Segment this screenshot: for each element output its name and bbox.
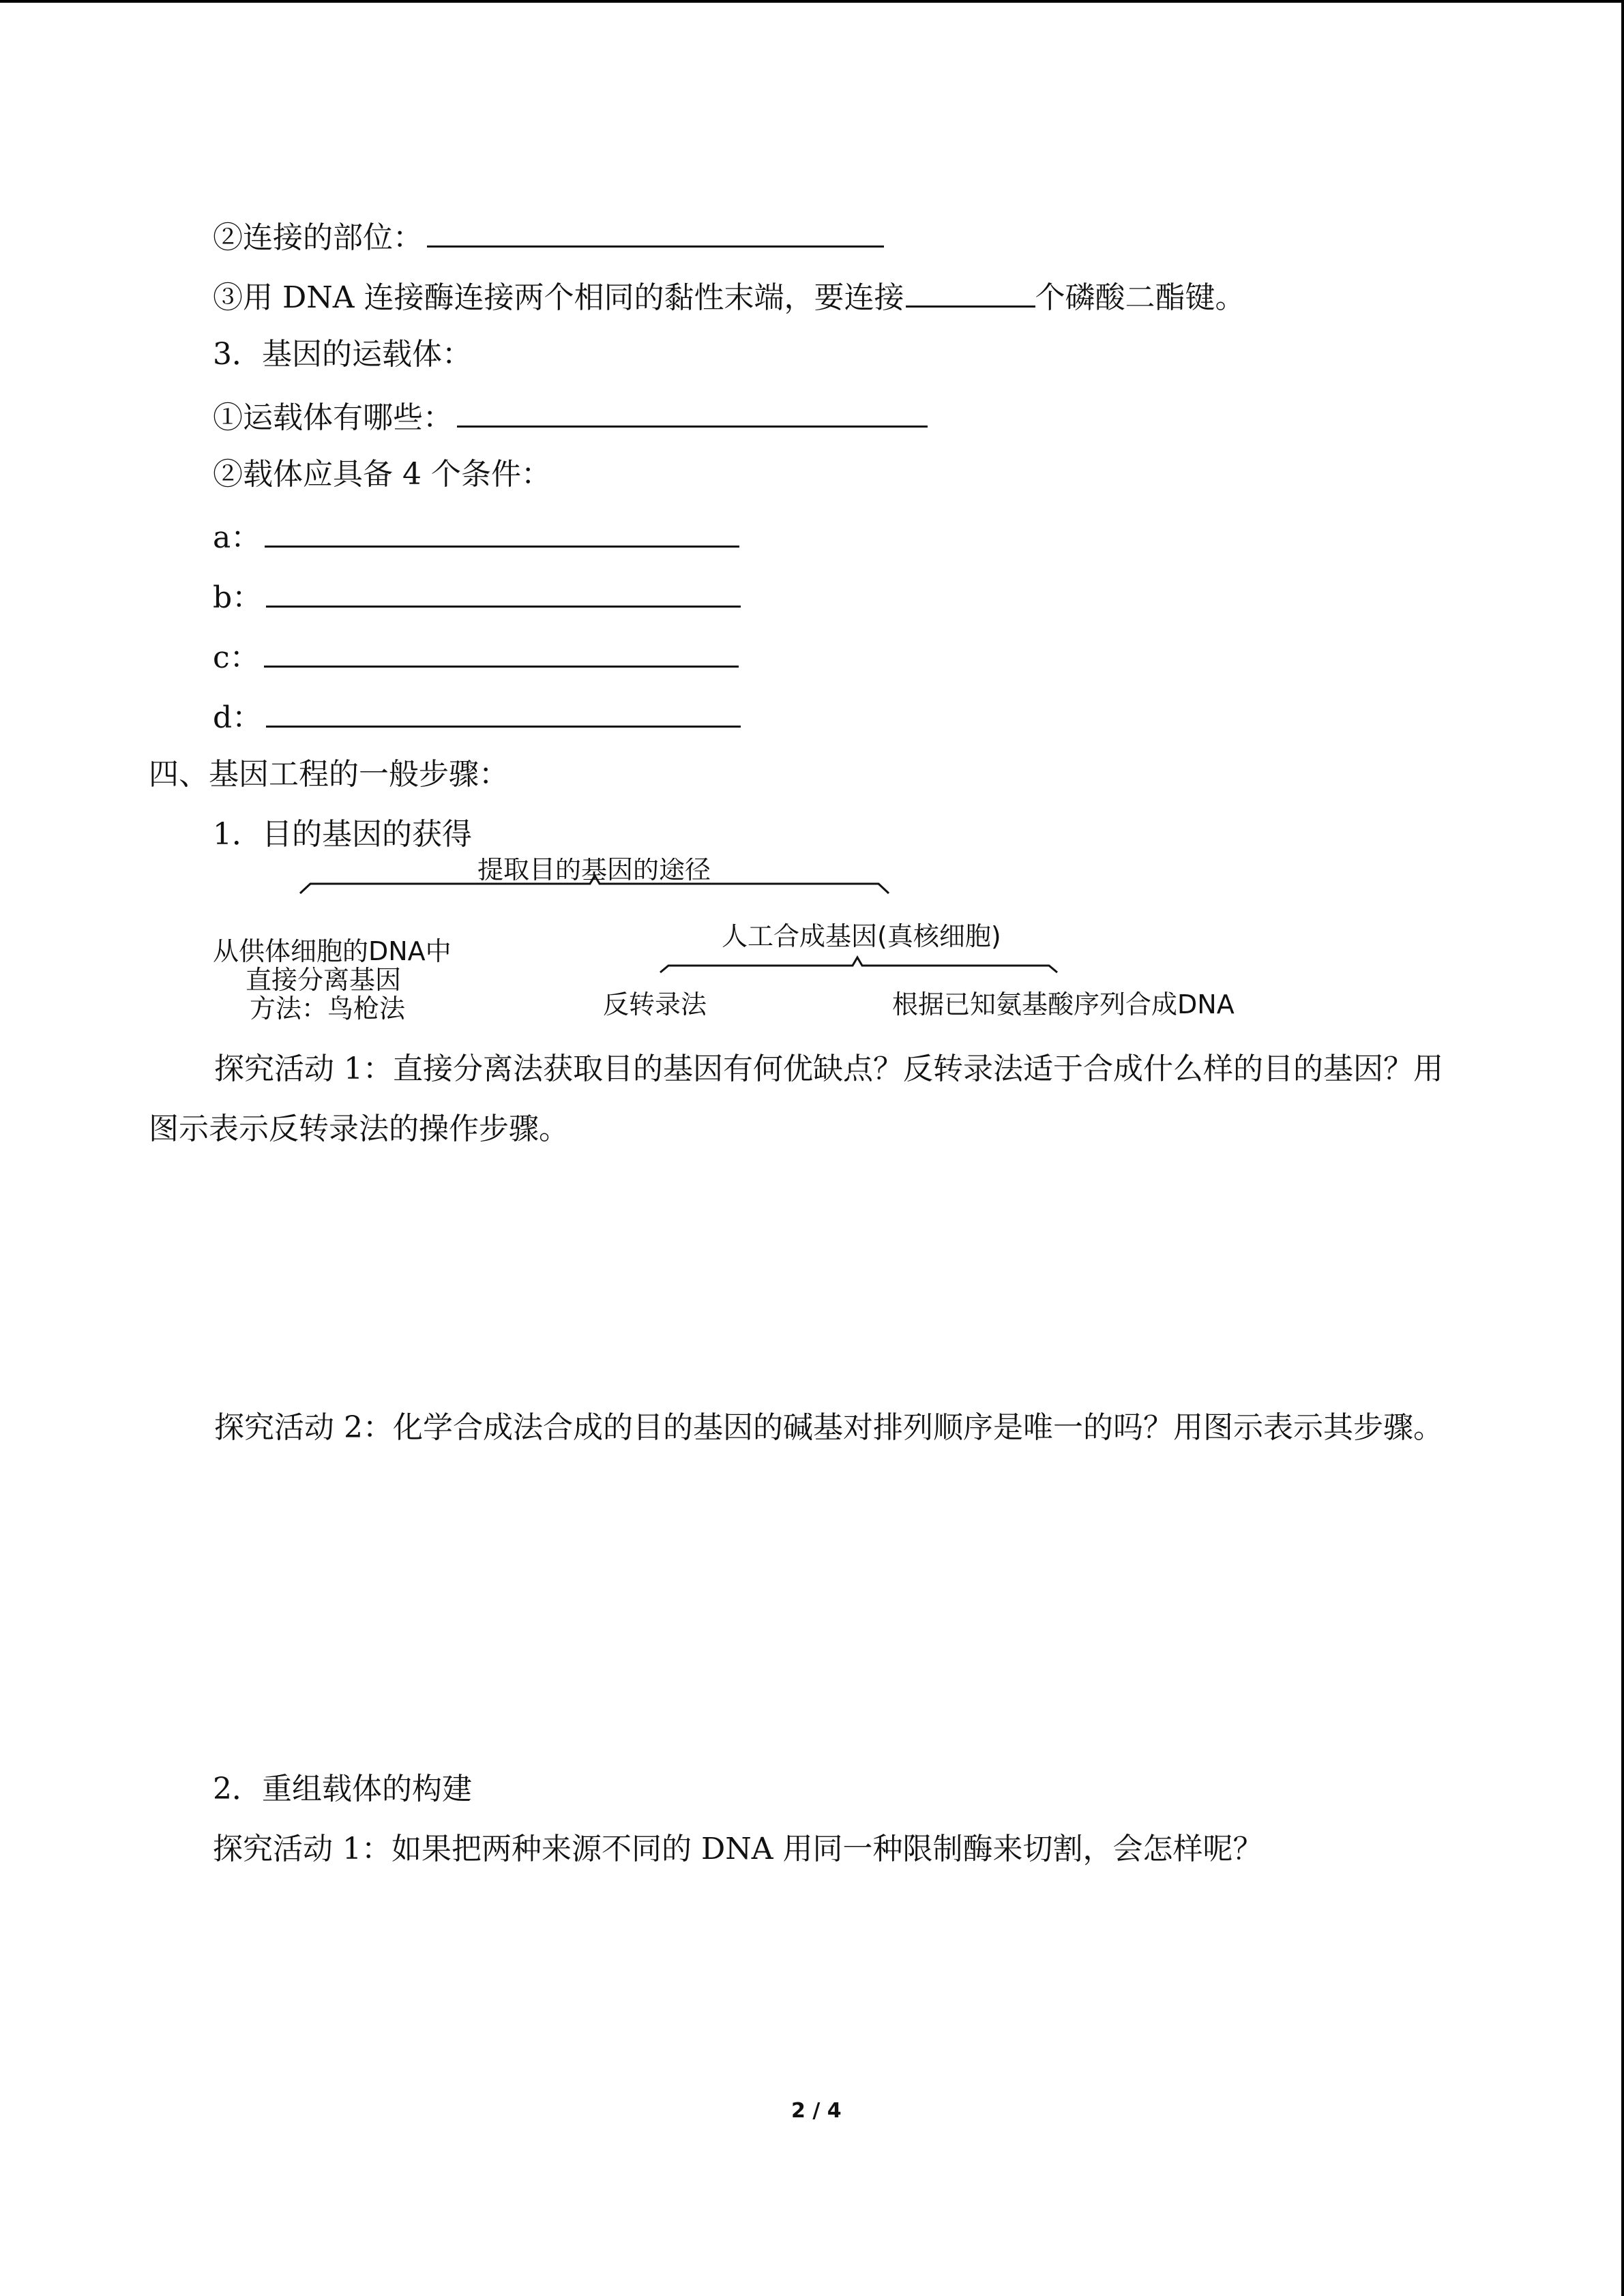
heading-vector: 3．基因的运载体： bbox=[213, 337, 472, 372]
answer-blank bbox=[266, 696, 741, 728]
page-number: 2 / 4 bbox=[791, 2099, 842, 2123]
item-ligase-text-a: ③用 DNA 连接酶连接两个相同的黏性末端，要连接 bbox=[213, 280, 904, 315]
diagram-left-label-3: 方法：鸟枪法 bbox=[250, 994, 406, 1024]
condition-c-label: c： bbox=[213, 640, 260, 675]
item-connection-site-text: ②连接的部位： bbox=[213, 220, 423, 255]
item-vector-types-text: ①运载体有哪些： bbox=[213, 400, 453, 435]
condition-a-label: a： bbox=[213, 520, 261, 555]
answer-blank bbox=[457, 396, 928, 428]
condition-d bbox=[213, 696, 741, 737]
answer-blank bbox=[266, 576, 741, 608]
item-connection-site bbox=[213, 215, 884, 257]
step-two-heading: 2．重组载体的构建 bbox=[213, 1772, 472, 1806]
diagram-top-label: 提取目的基因的途径 bbox=[477, 858, 711, 884]
answer-blank bbox=[427, 215, 884, 248]
diagram-right-label: 人工合成基因(真核细胞) bbox=[722, 921, 1001, 951]
sub-brace bbox=[660, 957, 1057, 972]
condition-d-label: d： bbox=[213, 700, 263, 735]
gene-acquisition-diagram bbox=[205, 858, 1262, 1028]
page-top-border bbox=[0, 0, 1624, 3]
answer-blank bbox=[906, 275, 1035, 308]
diagram-left-label-1: 从供体细胞的DNA中 bbox=[213, 936, 452, 966]
activity-3: 探究活动 1：如果把两种来源不同的 DNA 用同一种限制酶来切割，会怎样呢？ bbox=[213, 1832, 1263, 1866]
diagram-sub-left: 反转录法 bbox=[603, 989, 707, 1019]
section-four-heading: 四、基因工程的一般步骤： bbox=[149, 757, 509, 792]
activity-2: 探究活动 2：化学合成法合成的目的基因的碱基对排列顺序是唯一的吗？用图示表示其步骤。 bbox=[214, 1410, 1443, 1445]
step-one-heading: 1．目的基因的获得 bbox=[213, 817, 472, 852]
diagram-left-label-2: 直接分离基因 bbox=[246, 965, 402, 995]
condition-c bbox=[213, 636, 739, 677]
item-ligase-text-b: 个磷酸二酯键。 bbox=[1035, 280, 1245, 315]
answer-blank bbox=[265, 516, 739, 548]
condition-b bbox=[213, 576, 741, 617]
item-vector-types bbox=[213, 396, 928, 437]
diagram-sub-right: 根据已知氨基酸序列合成DNA bbox=[892, 989, 1235, 1019]
condition-b-label: b： bbox=[213, 580, 263, 615]
answer-blank bbox=[264, 636, 739, 668]
item-vector-conditions: ②载体应具备 4 个条件： bbox=[213, 457, 551, 492]
condition-a bbox=[213, 516, 739, 557]
item-ligase-bonds bbox=[213, 275, 1245, 317]
activity-1: 探究活动 1：直接分离法获取目的基因有何优缺点？反转录法适于合成什么样的目的基因？用图示表示反转录法的操作步骤。 bbox=[149, 1052, 1443, 1146]
page-right-border bbox=[1621, 0, 1624, 2296]
